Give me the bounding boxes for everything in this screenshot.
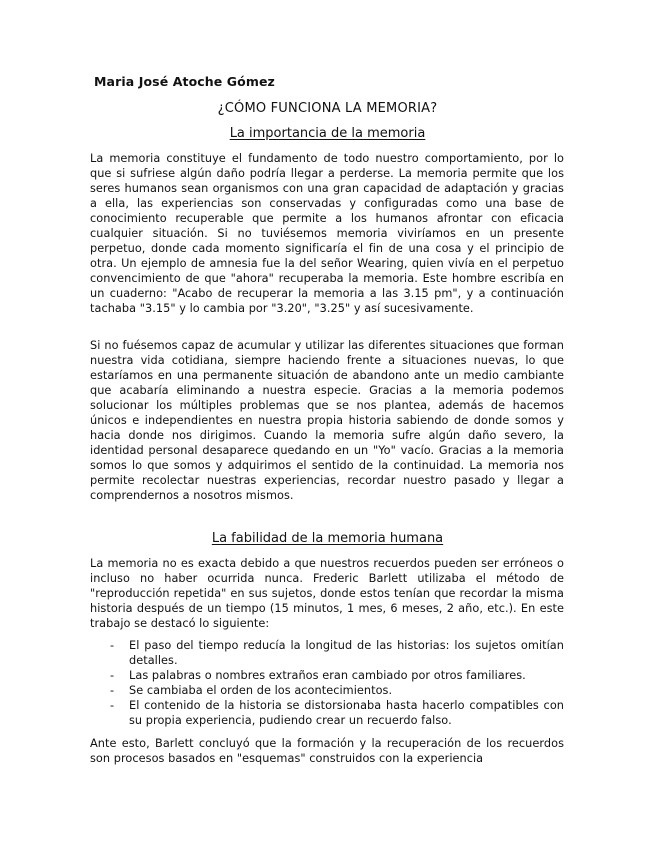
- paragraph: Ante esto, Barlett concluyó que la formación y la recuperación de los recuerdos son procesos basados en "esquemas" construidos con la experiencia: [90, 737, 564, 765]
- list-item: [90, 638, 564, 668]
- list-item-text: Las palabras o nombres extraños eran cambiado por otros familiares.: [129, 669, 526, 682]
- dash-bullet-icon: -: [110, 669, 115, 682]
- paragraph: La memoria no es exacta debido a que nuestros recuerdos pueden ser erróneos o incluso no haber ocurrida nunca. Frederic Barlett utilizaba el método de "reproducción repetida" en sus sujetos, donde estos tenían que recordar la misma historia después de un tiempo (15 minutos, 1 mes, 6 meses, 2 año, etc.). En este trabajo se destacó lo siguiente:: [90, 557, 564, 630]
- dash-bullet-icon: -: [110, 684, 115, 697]
- list-item: [90, 668, 564, 683]
- list-item-text: El contenido de la historia se distorsionaba hasta hacerlo compatibles con su propia experiencia, pudiendo crear un recuerdo falso.: [129, 699, 564, 727]
- list-item: [90, 683, 564, 698]
- list-item-text: El paso del tiempo reducía la longitud de las historias: los sujetos omitían detalles.: [129, 639, 564, 667]
- dash-bullet-icon: -: [110, 639, 115, 652]
- section-heading-reliability: La fabilidad de la memoria humana: [211, 531, 444, 546]
- list-item: [90, 698, 564, 728]
- list-item-text: Se cambiaba el orden de los acontecimientos.: [129, 684, 393, 697]
- dash-bullet-icon: -: [110, 699, 115, 712]
- findings-list: [90, 638, 564, 728]
- document-title: ¿CÓMO FUNCIONA LA MEMORIA?: [217, 101, 438, 116]
- author-name: Maria José Atoche Gómez: [94, 74, 275, 89]
- paragraph: Si no fuésemos capaz de acumular y utilizar las diferentes situaciones que forman nuestra vida cotidiana, siempre haciendo frente a situaciones nuevas, lo que estaríamos en una permanente situación de abandono ante un medio cambiante que acabaría eliminando a nuestra especie. Gracias a la memoria podemos solucionar los múltiples problemas que se nos plantea, además de hacemos únicos e independientes en nuestra propia historia sabiendo de donde somos y hacia donde nos dirigimos. Cuando la memoria sufre algún daño severo, la identidad personal desaparece quedando en un "Yo" vacío. Gracias a la memoria somos lo que somos y adquirimos el sentido de la continuidad. La memoria nos permite recolectar nuestras experiencias, recordar nuestro pasado y llegar a comprendernos a nosotros mismos.: [90, 339, 564, 502]
- section-heading-importance: La importancia de la memoria: [229, 126, 426, 141]
- paragraph: La memoria constituye el fundamento de todo nuestro comportamiento, por lo que si sufriese algún daño podría llegar a perderse. La memoria permite que los seres humanos sean organismos con una gran capacidad de adaptación y gracias a ella, las experiencias son conservadas y configuradas como una base de conocimiento recuperable que permite a los humanos afrontar con eficacia cualquier situación. Si no tuviésemos memoria viviríamos en un presente perpetuo, donde cada momento significaría el fin de una cosa y el principio de otra. Un ejemplo de amnesia fue la del señor Wearing, quien vivía en el perpetuo convencimiento de que "ahora" recuperaba la memoria. Este hombre escribía en un cuaderno: "Acabo de recuperar la memoria a las 3.15 pm", y a continuación tachaba "3.15" y lo cambia por "3.20", "3.25" y así sucesivamente.: [90, 152, 564, 315]
